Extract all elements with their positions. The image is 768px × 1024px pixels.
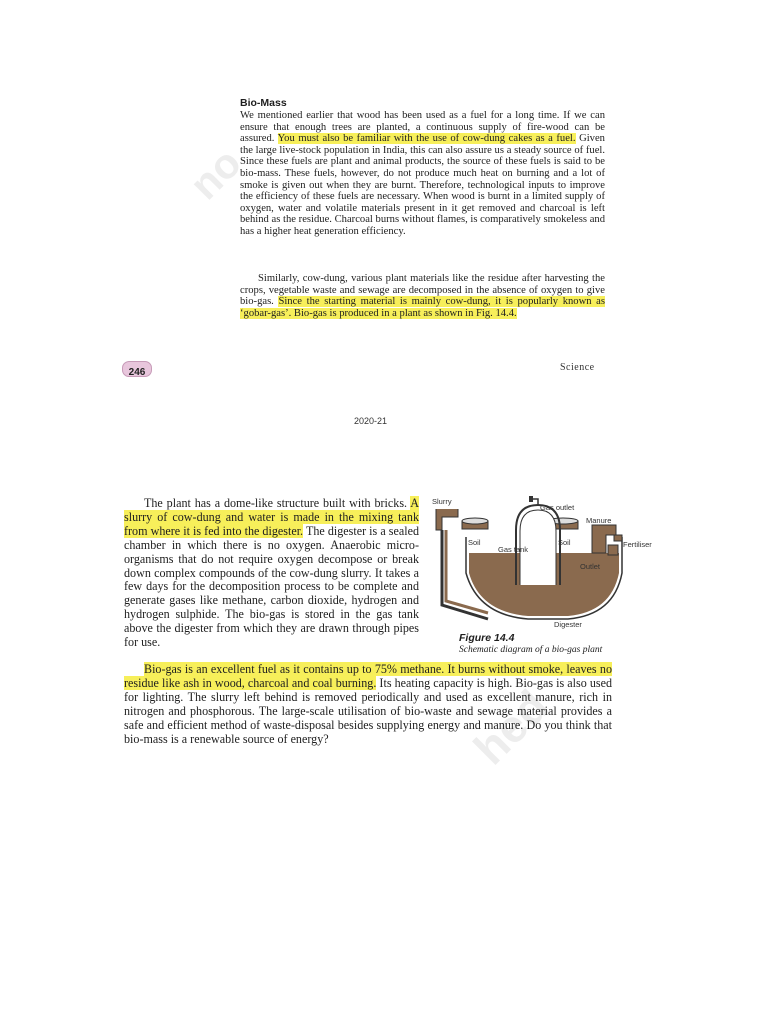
text-run: The digester is a sealed chamber in which there is no oxygen. Anaerobic micro-organisms that do not require oxygen decompose or break down complex compounds of the cow-dung slurry. It takes a few days for the decomposition process to be complete and generate gases like methane, carbon dioxide, hydrogen and hydrogen sulphide. The bio-gas is stored in the gas tank above the digester from which they are drawn through pipes for use. [124,523,419,650]
inlet-pipe [436,509,458,530]
figure-caption: Schematic diagram of a bio-gas plant [459,645,603,655]
label-outlet: Outlet [580,562,601,571]
text-run: We mentioned earlier that wood has been used as a fuel for a long time. If we can ensure that enough trees are planted, a continuous supply of fire-wood can be assured. [240,110,605,145]
biomass-paragraph-1 [240,110,605,238]
fertiliser-box [614,535,622,541]
subject-footer: Science [560,362,595,373]
figure-number: Figure 14.4 [459,632,515,644]
text-run: Its heating capacity is high. Bio-gas is also used for lighting. The slurry left behind is removed periodically and used as excellent manure, rich in nitrogen and phosphorous. The large-scale utilisation of bio-waste and sewage material provides a safe and efficient method of waste-disposal besides supplying energy and manure. Do you think that bio-mass is a renewable source of energy? [124,675,612,746]
label-gas-tank: Gas tank [498,545,529,554]
label-gas-outlet: Gas outlet [540,503,575,512]
label-soil-right: Soil [558,538,571,547]
page-number: 246 [128,367,146,378]
highlighted-text: Since the starting material is mainly cow-dung, it is popularly known as ‘gobar-gas’. Bio-gas is produced in a plant as shown in Fig. 14.4. [240,296,606,319]
biogas-fuel-paragraph [124,663,612,746]
label-digester: Digester [554,620,582,629]
section-heading: Bio-Mass [240,97,287,109]
biomass-paragraph-2 [240,273,605,319]
biogas-plant-diagram [428,495,668,630]
watermark-top: no [180,138,251,209]
highlighted-text: You must also be familiar with the use of cow-dung cakes as a fuel. [277,133,576,145]
year-footer: 2020-21 [354,416,388,426]
highlighted-text: A slurry of cow-dung and water is made in the mixing tank from where it is fed into the digester. [124,496,419,538]
text-run: Similarly, cow-dung, various plant materials like the residue after harvesting the crops, vegetable waste and sewage are decomposed in the absence of oxygen to give bio-gas. [240,273,605,308]
text-run: Given the large live-stock population in India, this can also assure us a steady source of fuel. Since these fuels are plant and animal products, the source of these fuels is said to be bio-mass. These fuels, however, do not produce much heat on burning and a lot of smoke is given out when they are burnt. Therefore, technological inputs to improve the efficiency of these fuels are necessary. When wood is burnt in a limited supply of oxygen, water and volatile materials present in it get removed and charcoal is left behind as the residue. Charcoal burns without flames, is comparatively smokeless and has a higher heat generation efficiency. [240,133,605,237]
label-soil-left: Soil [468,538,481,547]
highlighted-text: Bio-gas is an excellent fuel as it contains up to 75% methane. It burns without smoke, leaves no residue like ash in wood, charcoal and coal burning. [124,662,612,690]
watermark-bottom: hed [463,679,559,775]
label-fertiliser: Fertiliser [623,540,652,549]
label-manure: Manure [586,516,612,525]
biogas-plant-paragraph [124,497,419,650]
manure-box [608,545,618,555]
text-run: The plant has a dome-like structure built with bricks. [144,496,411,510]
label-slurry: Slurry [432,497,452,506]
page-number-badge [122,361,152,377]
